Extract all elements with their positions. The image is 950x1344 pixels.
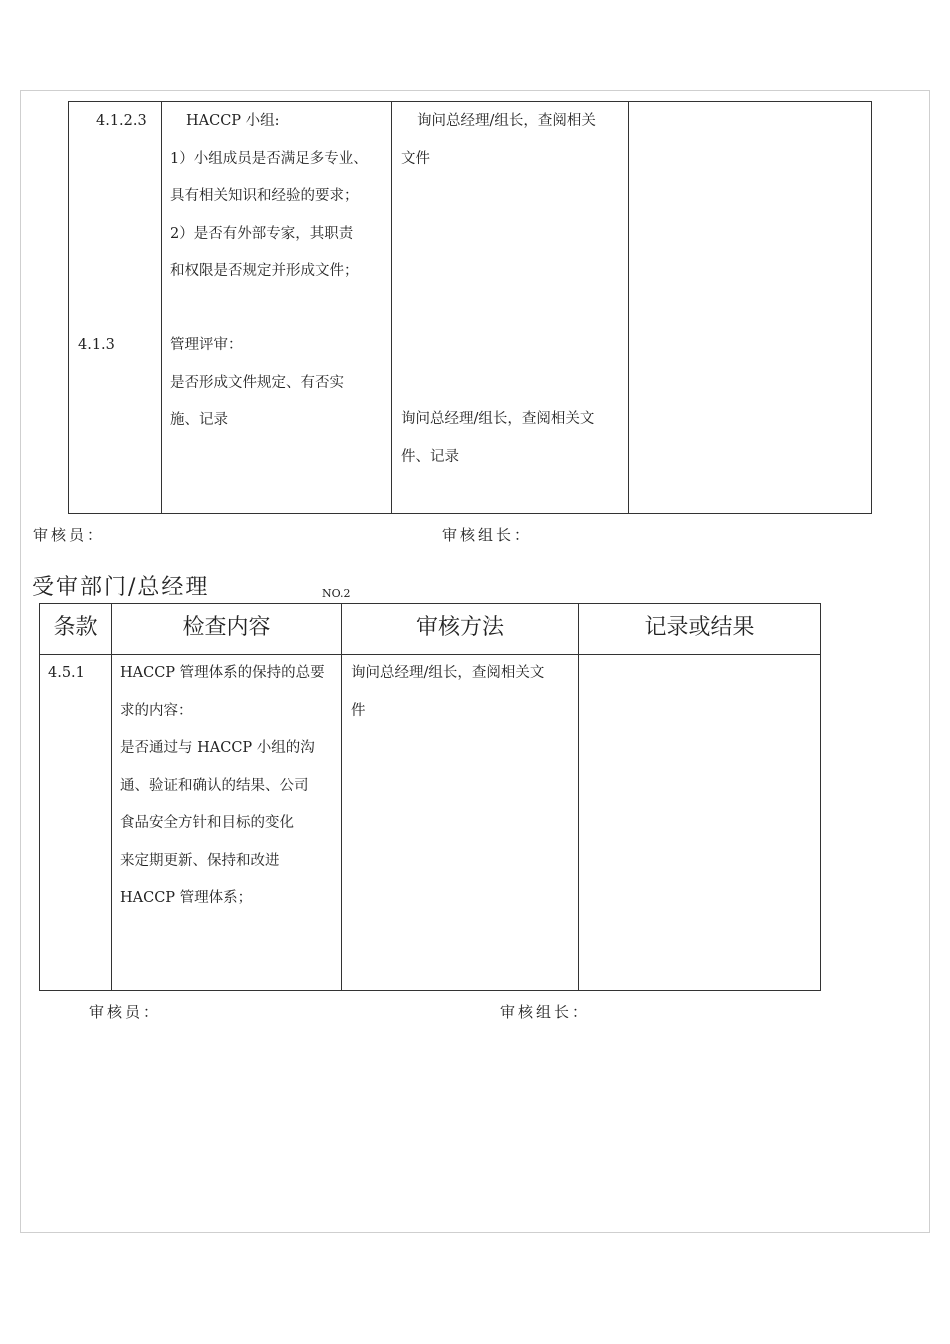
table1-left-border [68,101,69,514]
audit-method-row1 [401,103,627,178]
method-line: 询问总经理/组长，查阅相关文 [351,665,545,681]
page-number: NO.2 [322,587,351,600]
table1-bottom-border [68,513,872,514]
clause-4-1-3: 4.1.3 [78,337,115,353]
content-line: 2）是否有外部专家，其职责 [170,225,354,242]
content-line: 具有相关知识和经验的要求； [170,188,359,204]
team-leader-label-1: 审核组长： [442,526,533,544]
table2-right-border [820,603,821,991]
auditor-label-1: 审核员： [33,526,106,544]
header-check-content: 检查内容 [182,615,271,640]
header-audit-method: 审核方法 [415,615,504,640]
content-line: HACCP 小组: [186,113,280,129]
auditor-label-2: 审核员： [89,1003,162,1021]
department-title: 受审部门/总经理 [32,575,210,600]
table2-divider-2 [341,603,342,991]
table1-top-border [68,101,872,102]
check-content-haccp-team [170,103,392,291]
content-line: 通、验证和确认的结果、公司 [120,777,309,794]
method-line: 件 [351,702,366,719]
content-line: HACCP 管理体系的保持的总要 [120,665,325,681]
audit-method-table2-row1 [351,655,577,730]
clause-4-1-2-3: 4.1.2.3 [96,113,147,129]
method-line: 询问总经理/组长，查阅相关 [417,113,596,129]
content-line: 来定期更新、保持和改进 [120,852,280,869]
content-line: 施、记录 [170,412,228,428]
header-clause: 条款 [53,615,98,640]
table1-divider-1 [161,101,162,514]
content-line: 管理评审： [170,337,243,353]
method-line: 文件 [401,150,430,167]
content-line: 是否形成文件规定、有否实 [170,374,344,391]
method-line: 询问总经理/组长，查阅相关文 [401,411,595,427]
content-line: 求的内容： [120,702,193,719]
content-line: 1）小组成员是否满足多专业、 [170,150,368,167]
table1-right-border [871,101,872,514]
audit-method-row2 [401,401,627,476]
table2-top-border [39,603,821,604]
table2-divider-1 [111,603,112,991]
table2-left-border [39,603,40,991]
team-leader-label-2: 审核组长： [500,1003,591,1021]
check-content-system-maintenance [120,655,340,918]
table2-divider-3 [578,603,579,991]
header-record-result: 记录或结果 [644,615,755,640]
check-content-management-review [170,327,392,440]
content-line: 和权限是否规定并形成文件； [170,263,359,279]
content-line: 食品安全方针和目标的变化 [120,815,294,831]
table1-divider-3 [628,101,629,514]
table2-bottom-border [39,990,821,991]
method-line: 件、记录 [401,448,459,465]
content-line: HACCP 管理体系； [120,890,253,906]
clause-4-5-1: 4.5.1 [48,665,85,681]
content-line: 是否通过与 HACCP 小组的沟 [120,740,315,756]
